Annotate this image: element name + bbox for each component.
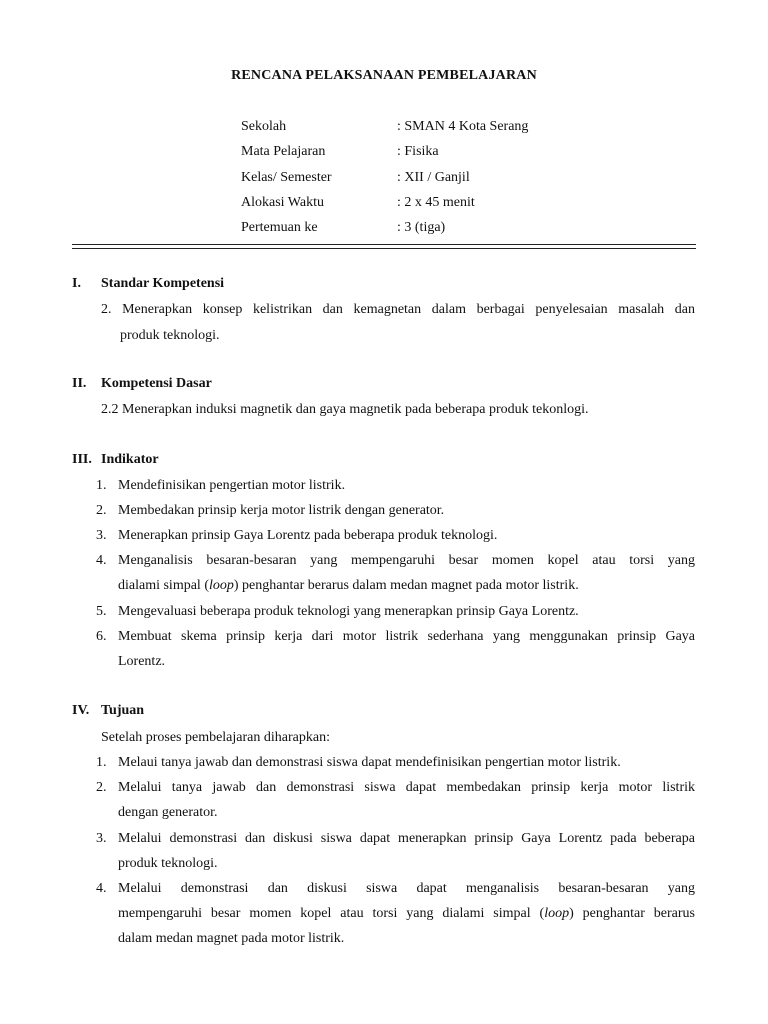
section-title: Indikator <box>101 452 159 467</box>
tujuan-item <box>96 775 695 825</box>
tujuan-item <box>96 876 695 952</box>
item-text: Melaui tanya jawab dan demonstrasi siswa dapat mendefinisikan pengertian motor listrik. <box>118 755 621 770</box>
section-number: III. <box>72 452 92 467</box>
info-label: Mata Pelajaran <box>241 144 326 159</box>
info-value: : 3 (tiga) <box>397 220 446 235</box>
section-number: I. <box>72 276 81 291</box>
item-text-line-2 <box>96 901 695 926</box>
item-text-part: ) penghantar berarus dalam medan magnet pada motor listrik. <box>233 578 579 594</box>
item-text-line-1: Melalui demonstrasi dan diskusi siswa dapat menganalisis besaran-besaran yang <box>118 881 695 896</box>
item-number: 5. <box>96 604 107 619</box>
tujuan-item <box>96 750 695 775</box>
section-title: Tujuan <box>101 703 145 718</box>
indikator-item <box>96 548 695 598</box>
item-text-line-2: dengan generator. <box>118 805 218 821</box>
info-label: Pertemuan ke <box>241 220 318 235</box>
item-text-line-1: Melalui demonstrasi dan diskusi siswa dapat menerapkan prinsip Gaya Lorentz pada beberapa <box>118 831 695 846</box>
section-title: Kompetensi Dasar <box>101 376 212 391</box>
indikator-item <box>96 599 695 624</box>
item-text-line-1: Menganalisis besaran-besaran yang mempengaruhi besar momen kopel atau torsi yang <box>118 553 695 568</box>
item-number: 4. <box>96 553 107 568</box>
tujuan-intro: Setelah proses pembelajaran diharapkan: <box>101 730 330 745</box>
indikator-item <box>96 498 695 523</box>
item-text-part: ) penghantar berarus <box>569 906 695 922</box>
divider-bottom <box>72 248 696 249</box>
standar-kompetensi-line-1: 2. Menerapkan konsep kelistrikan dan kemagnetan dalam berbagai penyelesaian masalah dan <box>101 302 695 317</box>
item-text-part: mempengaruhi besar momen kopel atau torsi yang dialami simpal ( <box>118 906 545 922</box>
item-text-line-1: Melalui tanya jawab dan demonstrasi siswa dapat membedakan prinsip kerja motor listrik <box>118 780 695 795</box>
item-number: 4. <box>96 881 107 896</box>
indikator-item <box>96 624 695 674</box>
info-value: : XII / Ganjil <box>397 170 470 185</box>
info-label: Kelas/ Semester <box>241 170 332 185</box>
indikator-item <box>96 523 695 548</box>
info-label: Alokasi Waktu <box>241 195 324 210</box>
section-number: II. <box>72 376 87 391</box>
item-text-line-2 <box>96 573 695 598</box>
item-number: 6. <box>96 629 107 644</box>
section-number: IV. <box>72 703 90 718</box>
document-title: RENCANA PELAKSANAAN PEMBELAJARAN <box>231 68 537 83</box>
item-text-italic: loop <box>544 906 570 922</box>
item-text-italic: loop <box>208 578 234 594</box>
item-number: 1. <box>96 755 107 770</box>
item-number: 2. <box>96 780 107 795</box>
info-label: Sekolah <box>241 119 287 134</box>
divider-top <box>72 244 696 245</box>
item-text: Mengevaluasi beberapa produk teknologi yang menerapkan prinsip Gaya Lorentz. <box>118 604 579 619</box>
item-text-line-2: Lorentz. <box>118 654 166 670</box>
section-title: Standar Kompetensi <box>101 276 225 291</box>
tujuan-item <box>96 826 695 876</box>
info-value: : SMAN 4 Kota Serang <box>397 119 529 134</box>
kompetensi-dasar-text: 2.2 Menerapkan induksi magnetik dan gaya magnetik pada beberapa produk tekonlogi. <box>101 402 589 417</box>
item-text-line-2: produk teknologi. <box>118 856 218 872</box>
item-text: Membedakan prinsip kerja motor listrik dengan generator. <box>118 503 445 518</box>
item-text: Menerapkan prinsip Gaya Lorentz pada beberapa produk teknologi. <box>118 528 498 543</box>
item-text: Mendefinisikan pengertian motor listrik. <box>118 478 346 493</box>
info-value: : 2 x 45 menit <box>397 195 475 210</box>
indikator-item <box>96 473 695 498</box>
item-text-part: dialami simpal ( <box>118 578 209 594</box>
item-number: 3. <box>96 528 107 543</box>
standar-kompetensi-line-2: produk teknologi. <box>120 328 220 343</box>
item-number: 1. <box>96 478 107 493</box>
item-text-line-3: dalam medan magnet pada motor listrik. <box>118 931 345 947</box>
item-text-line-1: Membuat skema prinsip kerja dari motor listrik sederhana yang menggunakan prinsip Gaya <box>118 629 695 644</box>
item-number: 3. <box>96 831 107 846</box>
info-value: : Fisika <box>397 144 439 159</box>
item-number: 2. <box>96 503 107 518</box>
